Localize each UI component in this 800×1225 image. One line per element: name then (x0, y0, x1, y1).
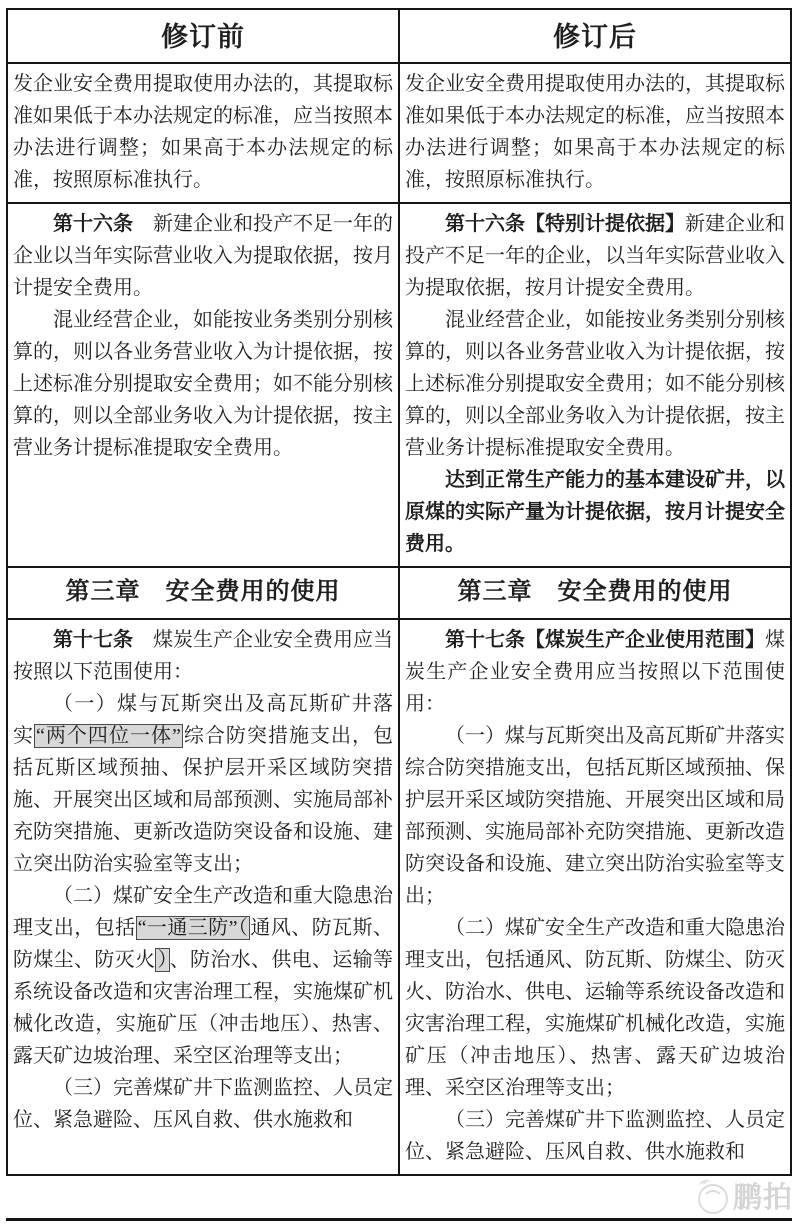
watermark-bird-logo-icon (692, 1174, 732, 1216)
text-run: 发企业安全费用提取使用办法的，其提取标准如果低于本办法规定的标准，应当按照本办法进行调整；如果高于本办法规定的标准，按照原标准执行。 (405, 73, 785, 191)
revision-highlight: ） (157, 949, 168, 971)
paragraph (13, 880, 393, 1072)
cell-before-row-4 (7, 619, 399, 1175)
text-run: 新建企业和投产不足一年的企业，以当年实际营业收入为提取依据，按月计提安全费用。 (405, 213, 785, 299)
revision-highlight: “一通三防”（ (137, 917, 249, 939)
paragraph (405, 720, 785, 912)
cell-after-row-2 (399, 203, 791, 567)
watermark-text: 鹏拍 (733, 1181, 794, 1214)
cell-before-row-1 (7, 63, 399, 203)
text-run: 混业经营企业，如能按业务类别分别核算的，则以各业务营业收入为计提依据，按上述标准分别提取安全费用；如不能分别核算的，则以全部业务收入为计提依据，按主营业务计提标准提取安全费用。 (13, 309, 393, 459)
cell-after-row-3 (399, 567, 791, 619)
cell-before-row-3 (7, 567, 399, 619)
table-row-1 (7, 63, 791, 203)
bold-text-run: 第十七条 (53, 629, 133, 651)
bold-text-run: 第三章 安全费用的使用 (65, 579, 341, 605)
text-run: 发企业安全费用提取使用办法的，其提取标准如果低于本办法规定的标准，应当按照本办法进行调整；如果高于本办法规定的标准，按照原标准执行。 (13, 73, 393, 191)
text-run: （三）完善煤矿井下监测监控、人员定位、紧急避险、压风自救、供水施救和 (13, 1077, 393, 1131)
text-run: 新建企业和投产不足一年的企业以当年实际营业收入为提取依据，按月计提安全费用。 (13, 213, 393, 299)
bold-text-run: 第十六条 (53, 213, 133, 235)
cell-after-row-1 (399, 63, 791, 203)
cell-before-row-2 (7, 203, 399, 567)
paragraph (13, 624, 393, 688)
paragraph (405, 464, 785, 560)
revision-comparison-table (6, 8, 792, 1176)
text-run: 综合防突措施支出，包括瓦斯区域预抽、保护层开采区域防突措施、开展突出区域和局部预测、实施局部补充防突措施、更新改造防突设备和设施、建立突出防治实验室等支出； (13, 725, 394, 875)
text-run: （二）煤矿安全生产改造和重大隐患治理支出，包括 (13, 885, 393, 939)
column-header-after: 修订后 (399, 9, 791, 63)
bold-text-run: 达到正常生产能力的基本建设矿井，以原煤的实际产量为计提依据，按月计提安全费用。 (405, 469, 785, 555)
paragraph (405, 68, 785, 196)
paragraph (405, 304, 785, 464)
text-run: （一）煤与瓦斯突出及高瓦斯矿井落实综合防突措施支出，包括瓦斯区域预抽、保护层开采区域防突措施、开展突出区域和局部预测、实施局部补充防突措施、更新改造防突设备和设施、建立突出防治实验室等支出； (405, 725, 785, 907)
text-run: （一）煤与瓦斯突出及高瓦斯矿井落实 (13, 693, 393, 747)
paragraph (13, 68, 393, 196)
bold-text-run: 第三章 安全费用的使用 (457, 579, 733, 605)
text-run: （三）完善煤矿井下监测监控、人员定位、紧急避险、压风自救、供水施救和 (405, 1109, 785, 1163)
paragraph (405, 208, 785, 304)
paragraph (405, 912, 785, 1104)
chapter-title (400, 575, 790, 609)
table-row-4 (7, 619, 791, 1175)
text-run: 煤炭生产企业安全费用应当按照以下范围使用： (13, 629, 393, 683)
paragraph (13, 304, 393, 464)
chapter-title (8, 575, 398, 609)
column-header-before: 修订前 (7, 9, 399, 63)
paragraph (405, 624, 785, 720)
revision-highlight: “两个四位一体” (36, 725, 181, 747)
cell-after-row-4 (399, 619, 791, 1175)
table-row-3 (7, 567, 791, 619)
bold-text-run: 第十七条【煤炭生产企业使用范围】 (445, 629, 765, 651)
paragraph (405, 1104, 785, 1168)
table-row-2 (7, 203, 791, 567)
text-run: 、防治水、供电、运输等系统设备改造和灾害治理工程，实施煤矿机械化改造，实施矿压（冲击地压）、热害、露天矿边坡治理、采空区治理等支出； (13, 949, 394, 1067)
text-run: （二）煤矿安全生产改造和重大隐患治理支出，包括通风、防瓦斯、防煤尘、防灭火、防治水、供电、运输等系统设备改造和灾害治理工程，实施煤矿机械化改造，实施矿压（冲击地压）、热害、露天矿边坡治理、采空区治理等支出； (405, 917, 785, 1099)
bold-text-run: 第十六条【特别计提依据】 (445, 213, 685, 235)
watermark (692, 1174, 793, 1216)
text-run: 通风、防瓦斯、防煤尘、防灭火 (13, 917, 394, 971)
page-bottom-edge (6, 1218, 792, 1221)
paragraph (13, 208, 393, 304)
header-row (7, 9, 791, 63)
paragraph (13, 688, 393, 880)
text-run: 混业经营企业，如能按业务类别分别核算的，则以各业务营业收入为计提依据，按上述标准分别提取安全费用；如不能分别核算的，则以全部业务收入为计提依据，按主营业务计提标准提取安全费用。 (405, 309, 785, 459)
paragraph (13, 1072, 393, 1136)
text-run: 煤炭生产企业安全费用应当按照以下范围使用： (405, 629, 785, 715)
